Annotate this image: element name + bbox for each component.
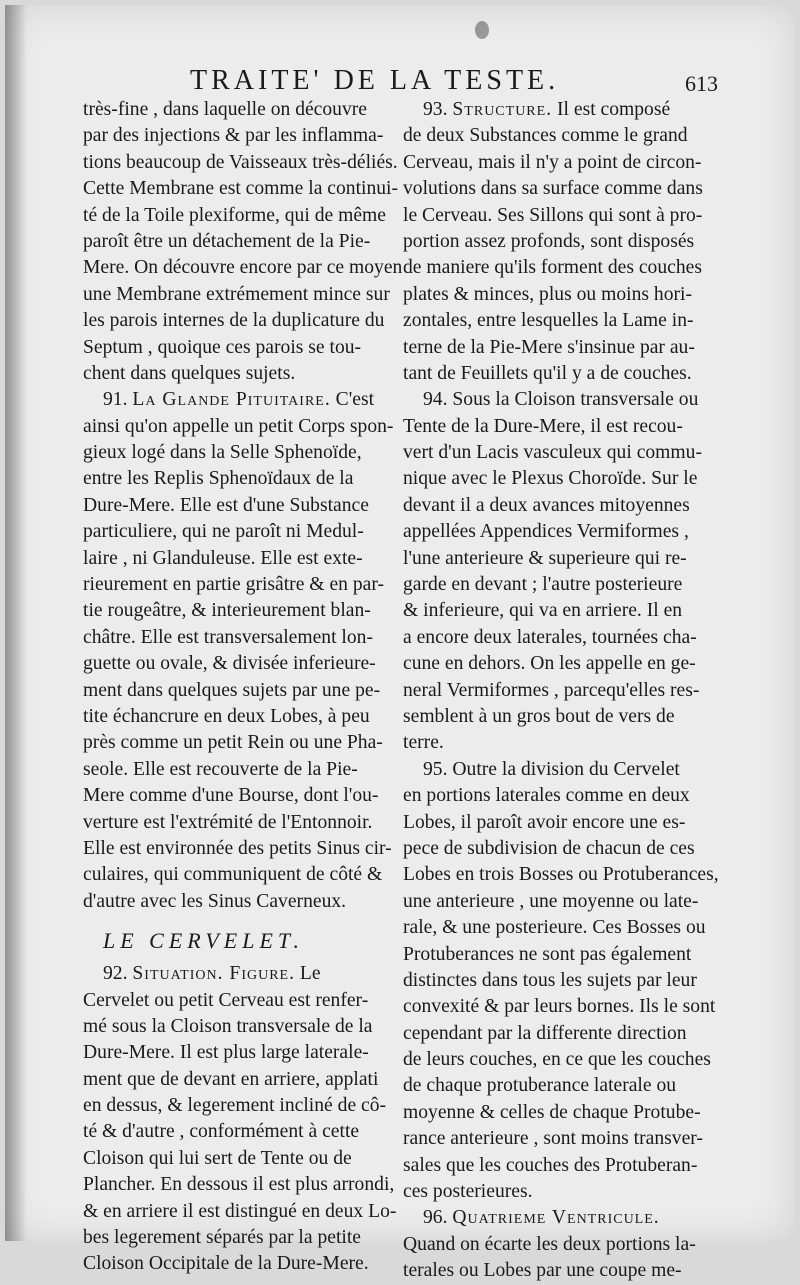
paragraph-title: La Glande Pituitaire. [132, 389, 331, 411]
text-line: convexité & par leurs bornes. Ils le sont [403, 996, 716, 1018]
text-line: de deux Substances comme le grand [403, 125, 688, 147]
text-line: Cloison Occipitale de la Dure-Mere. [83, 1253, 369, 1275]
text-line: rance anterieure , sont moins transver- [403, 1128, 703, 1150]
text-line: de leurs couches, en ce que les couches [403, 1049, 711, 1071]
text-line: appellées Appendices Vermiformes , [403, 521, 689, 543]
text-line: chent dans quelques sujets. [83, 362, 296, 384]
text-line: Cette Membrane est comme la continui- [83, 178, 399, 200]
left-column [83, 97, 403, 1278]
text-line: par des injections & par les inflamma- [83, 125, 384, 147]
text-line: nique avec le Plexus Choroïde. Sur le [403, 468, 698, 490]
paragraph-title: Quatrieme Ventricule. [452, 1207, 660, 1229]
book-page [5, 5, 795, 1282]
paragraph-number: 96. [423, 1207, 448, 1229]
page-number: 613 [685, 71, 718, 96]
text-line: 95. Outre la division du Cervelet [423, 758, 680, 780]
text-line: entre les Replis Sphenoïdaux de la [83, 468, 354, 490]
text-line: ainsi qu'on appelle un petit Corps spon- [83, 415, 394, 437]
text-line: ment dans quelques sujets par une pe- [83, 679, 381, 701]
text-line: a encore deux laterales, tournées cha- [403, 626, 697, 648]
text-line: bes legerement séparés par la petite [83, 1227, 361, 1249]
text-line: rieurement en partie grisâtre & en par- [83, 574, 384, 596]
text-line: en dessus, & legerement incliné de cô- [83, 1095, 387, 1117]
text-line: semblent à un gros bout de vers de [403, 705, 675, 727]
text-line: & en arriere il est distingué en deux Lo- [83, 1200, 397, 1222]
text-line: 94. Sous la Cloison transversale ou [423, 389, 699, 411]
text-line: ces posterieures. [403, 1181, 533, 1203]
text-line: té de la Toile plexiforme, qui de même [83, 204, 386, 226]
text-line: Lobes en trois Bosses ou Protuberances, [403, 864, 719, 886]
text-line: l'une anterieure & superieure qui re- [403, 547, 687, 569]
text-line: près comme un petit Rein ou une Pha- [83, 732, 383, 754]
text-line: terales ou Lobes par une coupe me- [403, 1260, 682, 1282]
text-line: Lobes, il paroît avoir encore une es- [403, 811, 686, 833]
text-line: tions beaucoup de Vaisseaux très-déliés. [83, 151, 398, 173]
text-line: Dure-Mere. Il est plus large laterale- [83, 1042, 369, 1064]
text-line: & inferieure, qui va en arriere. Il en [403, 600, 683, 622]
paragraph-93-heading-line [403, 97, 745, 123]
text-line: une Membrane extrémement mince sur [83, 283, 390, 305]
paragraph-92 [83, 988, 397, 1278]
text-line: mé sous la Cloison transversale de la [83, 1015, 373, 1037]
text-line: particuliere, qui ne paroît ni Medul- [83, 521, 364, 543]
paragraph-number: 91. [103, 389, 128, 411]
text-line: Mere. On découvre encore par ce moyen [83, 257, 403, 279]
text-line: d'autre avec les Sinus Caverneux. [83, 890, 347, 912]
text-line: plates & minces, plus ou moins hori- [403, 283, 692, 305]
text-line: té & d'autre , conformément à cette [83, 1121, 360, 1143]
text-line: rale, & une posterieure. Ces Bosses ou [403, 917, 706, 939]
text-line: Protuberances ne sont pas également [403, 943, 692, 965]
text-line: verture est l'extrémité de l'Entonnoir. [83, 811, 373, 833]
text-line: guette ou ovale, & divisée inferieure- [83, 653, 376, 675]
running-title: TRAITE' DE LA TESTE. [190, 65, 560, 96]
paragraph-96 [403, 1232, 745, 1285]
text-line: seole. Elle est recouverte de la Pie- [83, 758, 358, 780]
text-line: très-fine , dans laquelle on découvre [83, 99, 367, 120]
text-line: cependant par la differente direction [403, 1022, 687, 1044]
text-line: Quand on écarte les deux portions la- [403, 1233, 696, 1255]
text-line: Plancher. En dessous il est plus arrondi, [83, 1174, 395, 1196]
text-line: tant de Feuillets qu'il y a de couches. [403, 362, 692, 384]
text-line: Cloison qui lui sert de Tente ou de [83, 1147, 352, 1169]
text-line: châtre. Elle est transversalement lon- [83, 626, 373, 648]
paragraph-number: 93. [423, 99, 448, 120]
text-line: gieux logé dans la Selle Sphenoïde, [83, 442, 362, 464]
text-line: de maniere qu'ils forment des couches [403, 257, 702, 279]
text-line: sales que les couches des Protuberan- [403, 1154, 698, 1176]
text-line: les parois internes de la duplicature du [83, 310, 385, 332]
paragraph-96-heading-line [403, 1205, 745, 1231]
right-column [403, 97, 745, 1285]
paragraph-91-heading-line [83, 387, 383, 413]
text-line: culaires, qui communiquent de côté & [83, 864, 383, 886]
text-line: devant il a deux avances mitoyennes [403, 494, 690, 516]
text-line: zontales, entre lesquelles la Lame in- [403, 310, 694, 332]
text-line: Septum , quoique ces parois se tou- [83, 336, 362, 358]
text-line: garde en devant ; l'autre posterieure [403, 574, 683, 596]
paragraph-text: C'est [335, 389, 375, 411]
text-line: distinctes dans tous les sujets par leur [403, 969, 697, 991]
text-line: laire , ni Glanduleuse. Elle est exte- [83, 547, 363, 569]
text-line: moyenne & celles de chaque Protube- [403, 1101, 701, 1123]
section-heading: LE CERVELET. [103, 928, 304, 954]
paragraph-number: 92. [103, 963, 128, 985]
paragraph-title: Structure. [452, 99, 553, 120]
text-line: pece de subdivision de chacun de ces [403, 837, 695, 859]
ink-blot [475, 21, 489, 39]
text-line: paroît être un détachement de la Pie- [83, 230, 371, 252]
text-line: de chaque protuberance laterale ou [403, 1075, 677, 1097]
text-line: Mere comme d'une Bourse, dont l'ou- [83, 785, 379, 807]
text-line: ment que de devant en arriere, applati [83, 1068, 379, 1090]
paragraph-94 [403, 387, 745, 756]
text-line: vert d'un Lacis vasculeux qui commu- [403, 442, 702, 464]
text-line: tite échancrure en deux Lobes, à peu [83, 705, 370, 727]
paragraph-continuation [83, 97, 403, 387]
text-line: Dure-Mere. Elle est d'une Substance [83, 494, 369, 516]
text-line: Cervelet ou petit Cerveau est renfer- [83, 989, 369, 1011]
text-line: Elle est environnée des petits Sinus cir- [83, 837, 392, 859]
text-line: cune en dehors. On les appelle en ge- [403, 653, 696, 675]
paragraph-95 [403, 757, 745, 1206]
text-line: neral Vermiformes , parcequ'elles res- [403, 679, 700, 701]
text-line: en portions laterales comme en deux [403, 785, 690, 807]
text-line: une anterieure , une moyenne ou late- [403, 890, 699, 912]
paragraph-92-heading-line [83, 961, 383, 987]
text-line: Tente de la Dure-Mere, il est recou- [403, 415, 683, 437]
paragraph-91 [83, 414, 394, 915]
text-line: tie rougeâtre, & interieurement blan- [83, 600, 371, 622]
text-line: terre. [403, 732, 444, 754]
paragraph-text: Il est composé [557, 99, 671, 120]
text-line: terne de la Pie-Mere s'insinue par au- [403, 336, 695, 358]
paragraph-text: Le [299, 963, 321, 985]
text-line: le Cerveau. Ses Sillons qui sont à pro- [403, 204, 703, 226]
text-line: portion assez profonds, sont disposés [403, 230, 695, 252]
paragraph-93 [403, 123, 745, 387]
paragraph-title: Situation. Figure. [132, 963, 295, 985]
text-line: volutions dans sa surface comme dans [403, 178, 703, 200]
text-line: Cerveau, mais il n'y a point de circon- [403, 151, 702, 173]
gutter-shadow [5, 5, 27, 1241]
